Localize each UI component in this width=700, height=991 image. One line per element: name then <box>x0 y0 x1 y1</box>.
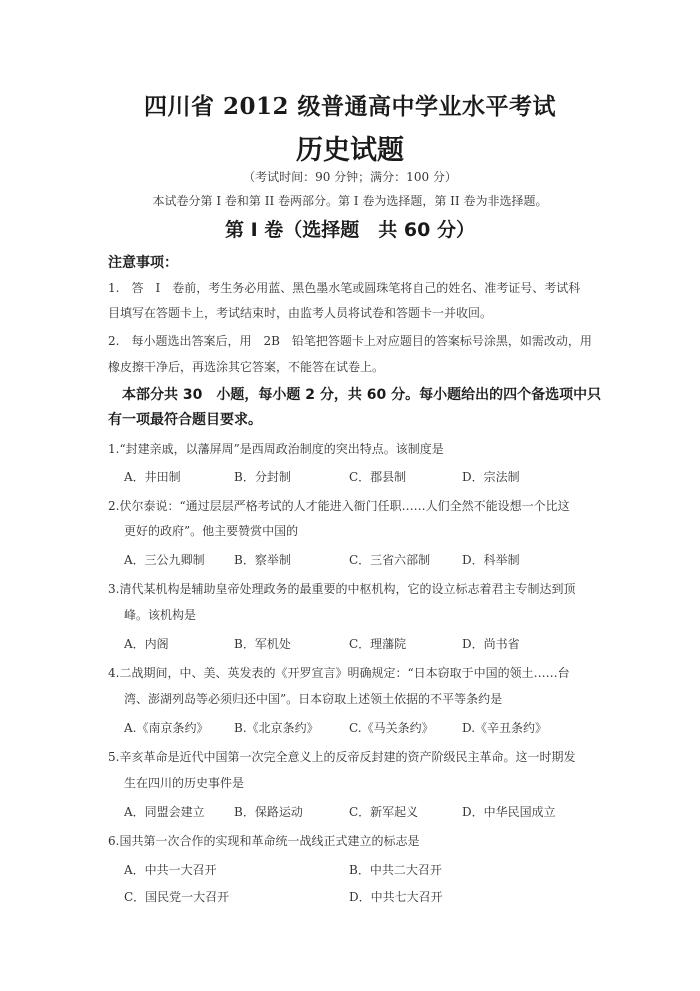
option-d: D．科举制 <box>462 553 520 567</box>
option-d: D．尚书省 <box>462 637 520 651</box>
option-d: D．中共七大召开 <box>349 890 443 904</box>
section-title: 第 I 卷（选择题 共 60 分） <box>225 219 475 241</box>
option-a: A.《南京条约》 <box>124 721 209 735</box>
option-b: B．军机处 <box>234 637 291 651</box>
option-a: A．三公九卿制 <box>124 553 205 567</box>
option-b: B．察举制 <box>234 553 291 567</box>
option-a: A．同盟会建立 <box>124 805 205 819</box>
exam-intro: 本试卷分第 I 卷和第 II 卷两部分。第 I 卷为选择题，第 II 卷为非选择题。 <box>152 194 548 208</box>
notice-heading: 注意事项： <box>108 255 178 271</box>
option-c: C．新军起义 <box>349 805 419 819</box>
notice-item: 2. 每小题选出答案后，用 2B 铅笔把答题卡上对应题目的答案标号涂黑，如需改动，用 <box>108 334 592 348</box>
subject-title: 历史试题 <box>296 135 404 166</box>
option-b: B．保路运动 <box>234 805 303 819</box>
question-text: 2.伏尔泰说：“通过层层严格考试的人才能进入衙门任职……人们全然不能设想一个比这 <box>108 499 570 513</box>
option-c: C.《马关条约》 <box>349 721 434 735</box>
exam-meta: （考试时间：90 分钟；满分：100 分） <box>243 170 457 184</box>
question-text: 6.国共第一次合作的实现和革命统一战线正式建立的标志是 <box>108 834 420 848</box>
question-text-cont: 更好的政府”。他主要赞赏中国的 <box>124 524 299 538</box>
option-c: C．三省六部制 <box>349 553 431 567</box>
option-c: C．理藩院 <box>349 637 407 651</box>
question-text: 1.“封建亲戚，以藩屏周”是西周政治制度的突出特点。该制度是 <box>108 442 444 456</box>
question-text: 4.二战期间，中、美、英发表的《开罗宣言》明确规定：“日本窃取于中国的领土……台 <box>108 666 570 680</box>
exam-title: 四川省 2012 级普通高中学业水平考试 <box>143 93 557 120</box>
question-text: 3.清代某机构是辅助皇帝处理政务的最重要的中枢机构，它的设立标志着君主专制达到顶 <box>108 582 576 596</box>
option-b: B．分封制 <box>234 470 291 484</box>
notice-item: 1. 答 I 卷前，考生务必用蓝、黑色墨水笔或圆珠笔将自己的姓名、准考证号、考试科 <box>108 281 581 295</box>
option-a: A．井田制 <box>124 470 181 484</box>
question-text: 5.辛亥革命是近代中国第一次完全意义上的反帝反封建的资产阶级民主革命。这一时期发 <box>108 750 576 764</box>
option-d: D．宗法制 <box>462 470 520 484</box>
question-text-cont: 峰。该机构是 <box>124 608 197 622</box>
question-text-cont: 湾、澎湖列岛等必须归还中国”。日本窃取上述领土依据的不平等条约是 <box>124 692 503 706</box>
option-b: B.《北京条约》 <box>234 721 319 735</box>
notice-item-cont: 橡皮擦干净后，再选涂其它答案，不能答在试卷上。 <box>108 360 385 374</box>
option-a: A．内阁 <box>124 637 169 651</box>
instruction-line: 有一项最符合题目要求。 <box>108 412 262 428</box>
option-b: B．中共二大召开 <box>349 863 442 877</box>
option-c: C．郡县制 <box>349 470 407 484</box>
option-d: D.《辛丑条约》 <box>462 721 548 735</box>
option-a: A．中共一大召开 <box>124 863 217 877</box>
instruction-line: 本部分共 30 小题，每小题 2 分，共 60 分。每小题给出的四个备选项中只 <box>122 387 602 403</box>
option-d: D．中华民国成立 <box>462 805 556 819</box>
question-text-cont: 生在四川的历史事件是 <box>124 776 245 790</box>
notice-item-cont: 目填写在答题卡上，考试结束时，由监考人员将试卷和答题卡一并收回。 <box>108 306 493 320</box>
option-c: C．国民党一大召开 <box>124 890 230 904</box>
